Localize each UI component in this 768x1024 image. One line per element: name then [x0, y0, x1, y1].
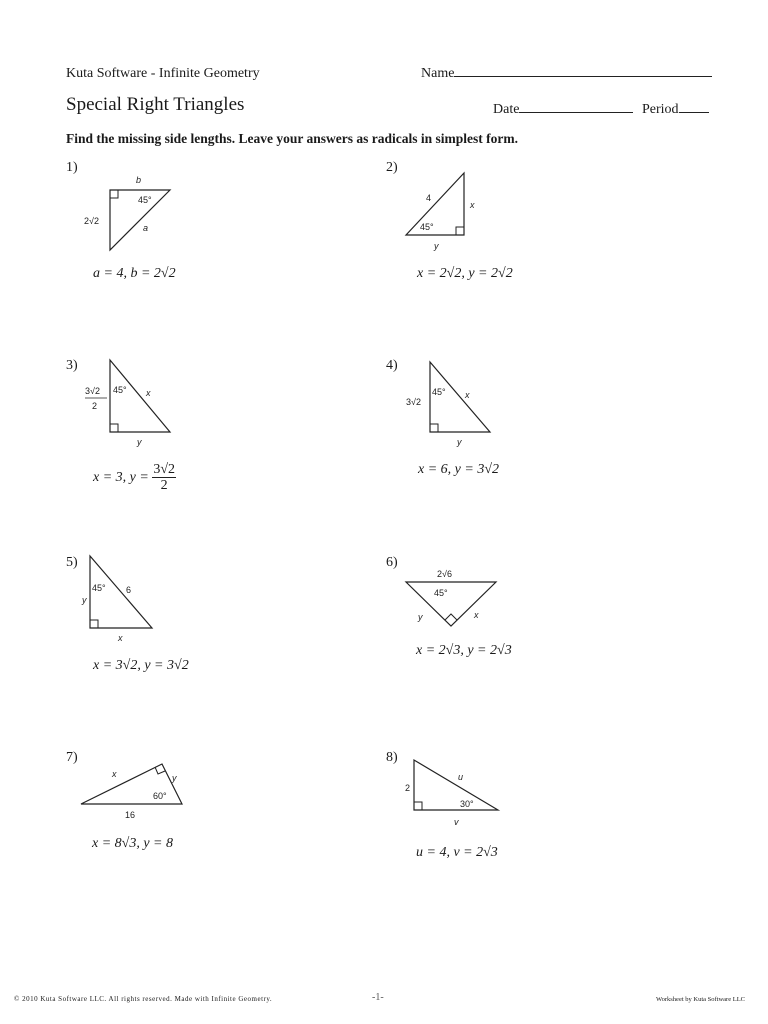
triangle-diagram-2: [400, 165, 500, 255]
label-x: x: [146, 388, 151, 398]
date-line[interactable]: [519, 112, 633, 113]
label-side: 16: [125, 810, 136, 820]
label-y: y: [172, 773, 177, 783]
label-side: 6: [126, 585, 132, 595]
name-field[interactable]: [421, 66, 712, 82]
problem-number: 5): [66, 555, 78, 570]
answer-3: [93, 462, 176, 494]
label-angle: 45°: [113, 385, 127, 395]
problem-number: 6): [386, 555, 398, 570]
label-angle: 45°: [420, 222, 434, 232]
date-label: Date: [493, 102, 520, 117]
label-x: x: [474, 610, 479, 620]
label-y: y: [457, 437, 462, 447]
problem-number: 7): [66, 750, 78, 765]
label-x: x: [112, 769, 117, 779]
period-line[interactable]: [679, 112, 709, 113]
label-side: 3√2: [406, 397, 421, 407]
answer-3-numerator: 3√2: [153, 462, 176, 477]
triangle-diagram-5: [80, 548, 190, 648]
label-side: 4: [426, 193, 432, 203]
label-x: x: [118, 633, 123, 643]
triangle-diagram-7: [76, 756, 196, 826]
footer-credit: Worksheet by Kuta Software LLC: [656, 996, 746, 1003]
label-x: x: [465, 390, 470, 400]
label-y: y: [82, 595, 87, 605]
triangle-diagram-6: [400, 558, 510, 638]
answer-8: u = 4, v = 2√3: [416, 845, 498, 860]
label-angle: 30°: [460, 799, 474, 809]
name-label: Name: [421, 66, 455, 81]
answer-1: a = 4, b = 2√2: [93, 266, 176, 281]
triangle-diagram-8: [400, 752, 510, 832]
label-y: y: [137, 437, 142, 447]
label-v: v: [454, 817, 459, 827]
triangle-diagram-3: [80, 352, 190, 452]
answer-4: x = 6, y = 3√2: [418, 462, 500, 477]
label-side-denominator: 2: [92, 401, 98, 411]
page-number: -1-: [372, 992, 384, 1003]
problem-number: 2): [386, 160, 398, 175]
label-angle: 45°: [92, 583, 106, 593]
answer-3-denominator: 2: [160, 478, 168, 494]
answer-2: x = 2√2, y = 2√2: [417, 266, 513, 281]
label-side-numerator: 3√2: [85, 386, 100, 396]
instructions: Find the missing side lengths. Leave your answers as radicals in simplest form.: [66, 131, 519, 146]
footer-copyright: © 2010 Kuta Software LLC. All rights reserved. Made with Infinite Geometry.: [14, 995, 273, 1003]
period-field[interactable]: [642, 102, 709, 118]
label-b: b: [136, 175, 142, 185]
label-angle: 60°: [153, 791, 167, 801]
label-y: y: [434, 241, 439, 251]
triangle-diagram-4: [400, 352, 510, 452]
answer-7: x = 8√3, y = 8: [92, 836, 174, 851]
period-label: Period: [642, 102, 679, 117]
answer-3-prefix: x = 3, y =: [93, 470, 149, 486]
triangle-diagram-1: [80, 170, 180, 260]
label-angle: 45°: [432, 387, 446, 397]
problem-number: 1): [66, 160, 78, 175]
problem-number: 3): [66, 358, 78, 373]
label-side: 2: [405, 783, 411, 793]
problem-number: 4): [386, 358, 398, 373]
page-title: Special Right Triangles: [66, 94, 245, 115]
label-a: a: [143, 223, 149, 233]
name-line[interactable]: [454, 76, 712, 77]
label-side: 2√2: [84, 216, 99, 226]
label-angle: 45°: [138, 195, 152, 205]
software-title: Kuta Software - Infinite Geometry: [66, 66, 260, 81]
label-u: u: [458, 772, 464, 782]
label-y: y: [418, 612, 423, 622]
label-side: 2√6: [437, 569, 452, 579]
problem-number: 8): [386, 750, 398, 765]
label-x: x: [470, 200, 475, 210]
answer-6: x = 2√3, y = 2√3: [416, 643, 512, 658]
answer-5: x = 3√2, y = 3√2: [93, 658, 189, 673]
label-angle: 45°: [434, 588, 448, 598]
date-field[interactable]: [493, 102, 633, 118]
